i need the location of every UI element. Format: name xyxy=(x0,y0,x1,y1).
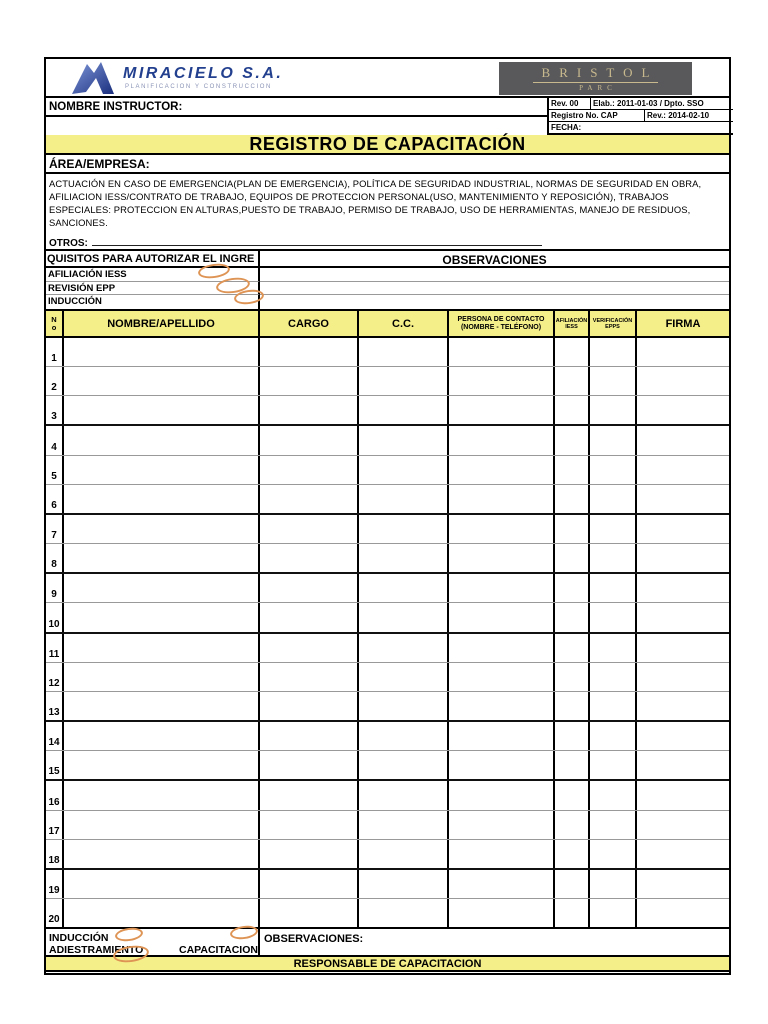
blank-cell-nombre xyxy=(64,722,260,750)
blank-cell-contacto xyxy=(449,751,555,779)
blank-cell-cc xyxy=(359,544,449,572)
area-empresa-label: ÁREA/EMPRESA: xyxy=(46,155,729,174)
blank-cell-contacto xyxy=(449,426,555,454)
table-row xyxy=(46,870,729,899)
blank-cell-firma xyxy=(637,811,729,839)
table-row xyxy=(46,751,729,781)
blank-cell-firma xyxy=(637,870,729,898)
blank-cell-contacto xyxy=(449,367,555,395)
table-row xyxy=(46,811,729,840)
header-no-line1: N xyxy=(51,314,57,324)
blank-cell-cc xyxy=(359,367,449,395)
blank-cell-cargo xyxy=(260,603,359,631)
blank-cell-contacto xyxy=(449,899,555,927)
table-row xyxy=(46,485,729,515)
instructor-label: NOMBRE INSTRUCTOR: xyxy=(46,98,547,117)
blank-cell-cc xyxy=(359,515,449,543)
blank-cell-verif xyxy=(590,811,637,839)
instructor-revision-section xyxy=(46,98,729,135)
blank-cell-firma xyxy=(637,781,729,809)
brand-subtitle: PARC xyxy=(579,84,617,92)
blank-cell-nombre xyxy=(64,899,260,927)
blank-cell-nombre xyxy=(64,338,260,366)
header-cc: C.C. xyxy=(359,311,449,336)
form-title: REGISTRO DE CAPACITACIÓN xyxy=(46,135,729,155)
blank-cell-nombre xyxy=(64,840,260,868)
blank-cell-cc xyxy=(359,574,449,602)
blank-cell-contacto xyxy=(449,722,555,750)
row-number-cell: 11 xyxy=(46,634,64,662)
blank-cell-afil xyxy=(555,426,590,454)
blank-cell-cargo xyxy=(260,781,359,809)
blank-cell-firma xyxy=(637,367,729,395)
blank-cell-contacto xyxy=(449,811,555,839)
row-number-cell: 15 xyxy=(46,751,64,779)
blank-cell-contacto xyxy=(449,544,555,572)
table-row xyxy=(46,338,729,367)
blank-cell-afil xyxy=(555,722,590,750)
blank-cell-cargo xyxy=(260,722,359,750)
blank-cell-contacto xyxy=(449,515,555,543)
footer-training-types xyxy=(46,929,260,955)
blank-cell-cargo xyxy=(260,692,359,720)
blank-cell-nombre xyxy=(64,515,260,543)
blank-cell-afil xyxy=(555,515,590,543)
row-number-cell: 12 xyxy=(46,663,64,691)
blank-cell-verif xyxy=(590,663,637,691)
blank-cell-nombre xyxy=(64,751,260,779)
blank-cell-afil xyxy=(555,899,590,927)
blank-cell-contacto xyxy=(449,485,555,513)
requisito-induccion: INDUCCIÓN xyxy=(46,295,260,309)
brand-name: BRISTOL xyxy=(533,65,659,83)
row-number-cell: 18 xyxy=(46,840,64,868)
blank-cell-cc xyxy=(359,722,449,750)
blank-cell-nombre xyxy=(64,485,260,513)
registro-number: Registro No. CAP xyxy=(549,110,645,121)
blank-cell-firma xyxy=(637,722,729,750)
capacitacion-label: CAPACITACION xyxy=(179,944,258,956)
attendance-table-body xyxy=(46,338,729,927)
blank-cell-cc xyxy=(359,692,449,720)
header-no xyxy=(46,311,64,336)
blank-cell-firma xyxy=(637,603,729,631)
table-row xyxy=(46,515,729,544)
blank-cell-cc xyxy=(359,663,449,691)
requisitos-section xyxy=(46,251,729,309)
blank-cell-firma xyxy=(637,692,729,720)
requisitos-header: QUISITOS PARA AUTORIZAR EL INGRE xyxy=(46,251,260,268)
blank-cell-cargo xyxy=(260,574,359,602)
blank-cell-verif xyxy=(590,899,637,927)
blank-cell-verif xyxy=(590,722,637,750)
topics-paragraph: ACTUACIÓN EN CASO DE EMERGENCIA(PLAN DE EMERGENCIA), POLÍTICA DE SEGURIDAD INDUSTRIAL, NORMAS DE SEGURIDAD EN OBRA, AFILIACION IESS/CONTRATO DE TRABAJO, EQUIPOS DE PROTECCION PERSONAL(USO, MANTENIMIENTO Y REPOSICIÓN), TRABAJOS ESPECIALES: PROTECCION EN ALTURAS,PUESTO DE TRABAJO, PERMISO DE TRABAJO, USO DE HERRAMIENTAS, MANEJO DE RESIDUOS, SANCIONES. xyxy=(49,178,702,228)
rev-date: Rev.: 2014-02-10 xyxy=(647,111,710,120)
fecha-label: FECHA: xyxy=(551,123,582,132)
blank-cell-cc xyxy=(359,840,449,868)
blank-cell-firma xyxy=(637,396,729,424)
blank-cell-afil xyxy=(555,751,590,779)
blank-cell-afil xyxy=(555,338,590,366)
blank-cell-contacto xyxy=(449,574,555,602)
adiestramiento-label: ADIESTRAMIENTO xyxy=(49,944,144,956)
table-row xyxy=(46,663,729,692)
header-afiliacion-iess xyxy=(555,311,590,336)
row-number-cell: 20 xyxy=(46,899,64,927)
blank-cell-firma xyxy=(637,544,729,572)
row-number-cell: 3 xyxy=(46,396,64,424)
observaciones-header: OBSERVACIONES xyxy=(260,251,729,268)
elab-date: Elab.: 2011-01-03 / Dpto. SSO xyxy=(593,99,704,108)
blank-cell-verif xyxy=(590,544,637,572)
blank-cell-verif xyxy=(590,781,637,809)
blank-cell-firma xyxy=(637,485,729,513)
header-contacto-line2: (NOMBRE - TELÉFONO) xyxy=(460,323,542,331)
footer-observaciones-label: OBSERVACIONES: xyxy=(264,933,364,945)
row-number-cell: 13 xyxy=(46,692,64,720)
requisito-revision-epp: REVISIÓN EPP xyxy=(46,282,260,296)
revision-table xyxy=(547,98,733,135)
table-row xyxy=(46,899,729,927)
blank-cell-afil xyxy=(555,456,590,484)
blank-cell-verif xyxy=(590,692,637,720)
blank-cell-afil xyxy=(555,544,590,572)
row-number-cell: 17 xyxy=(46,811,64,839)
blank-cell-cargo xyxy=(260,840,359,868)
blank-cell-firma xyxy=(637,456,729,484)
company-subtitle: PLANIFICACION Y CONSTRUCCION xyxy=(125,84,272,90)
blank-cell-cc xyxy=(359,456,449,484)
revision-row xyxy=(549,98,733,110)
responsable-band: RESPONSABLE DE CAPACITACION xyxy=(46,955,729,972)
blank-cell-cc xyxy=(359,634,449,662)
blank-cell-nombre xyxy=(64,781,260,809)
blank-cell-nombre xyxy=(64,456,260,484)
blank-cell-firma xyxy=(637,899,729,927)
blank-cell-nombre xyxy=(64,396,260,424)
blank-cell-afil xyxy=(555,396,590,424)
blank-cell-verif xyxy=(590,426,637,454)
table-row xyxy=(46,634,729,663)
table-row xyxy=(46,840,729,870)
blank-cell-verif xyxy=(590,574,637,602)
blank-cell-firma xyxy=(637,574,729,602)
blank-cell-contacto xyxy=(449,634,555,662)
blank-cell-cargo xyxy=(260,751,359,779)
row-number-cell: 10 xyxy=(46,603,64,631)
blank-cell-contacto xyxy=(449,338,555,366)
bristol-parc-logo xyxy=(499,62,692,95)
blank-cell-cc xyxy=(359,338,449,366)
blank-cell-cargo xyxy=(260,396,359,424)
header-contacto-line1: PERSONA DE CONTACTO xyxy=(457,315,545,323)
table-row xyxy=(46,367,729,396)
blank-cell-verif xyxy=(590,396,637,424)
row-number-cell: 7 xyxy=(46,515,64,543)
blank-cell-nombre xyxy=(64,367,260,395)
logo-header xyxy=(46,59,729,98)
row-number-cell: 5 xyxy=(46,456,64,484)
blank-cell-cargo xyxy=(260,811,359,839)
blank-cell-verif xyxy=(590,634,637,662)
company-logo-text xyxy=(123,65,283,90)
blank-cell-verif xyxy=(590,367,637,395)
table-row xyxy=(46,544,729,574)
blank-cell-afil xyxy=(555,634,590,662)
company-logo xyxy=(70,61,283,94)
blank-cell-verif xyxy=(590,751,637,779)
blank-cell-contacto xyxy=(449,692,555,720)
blank-cell-contacto xyxy=(449,840,555,868)
blank-cell-contacto xyxy=(449,870,555,898)
blank-cell-afil xyxy=(555,485,590,513)
blank-cell-cc xyxy=(359,751,449,779)
table-row xyxy=(46,456,729,485)
blank-cell-afil xyxy=(555,692,590,720)
observaciones-blank-row xyxy=(260,282,729,296)
blank-cell-cargo xyxy=(260,456,359,484)
blank-cell-contacto xyxy=(449,456,555,484)
blank-cell-firma xyxy=(637,634,729,662)
table-row xyxy=(46,722,729,751)
blank-cell-nombre xyxy=(64,634,260,662)
blank-cell-afil xyxy=(555,781,590,809)
row-number-cell: 8 xyxy=(46,544,64,572)
header-afiliacion-line1: AFILIACIÓN xyxy=(555,317,588,324)
company-name: MIRACIELO S.A. xyxy=(123,65,284,82)
blank-cell-cargo xyxy=(260,899,359,927)
blank-cell-afil xyxy=(555,870,590,898)
blank-cell-nombre xyxy=(64,811,260,839)
blank-cell-cc xyxy=(359,603,449,631)
blank-cell-cc xyxy=(359,426,449,454)
blank-cell-cargo xyxy=(260,515,359,543)
table-row xyxy=(46,603,729,633)
blank-cell-cargo xyxy=(260,663,359,691)
table-row xyxy=(46,426,729,455)
header-verificacion-line1: VERIFICACIÓN xyxy=(592,317,633,324)
blank-cell-cc xyxy=(359,870,449,898)
blank-cell-cargo xyxy=(260,338,359,366)
blank-cell-nombre xyxy=(64,870,260,898)
blank-cell-firma xyxy=(637,338,729,366)
header-cargo: CARGO xyxy=(260,311,359,336)
blank-cell-contacto xyxy=(449,663,555,691)
blank-cell-afil xyxy=(555,840,590,868)
blank-cell-cargo xyxy=(260,870,359,898)
blank-cell-cargo xyxy=(260,367,359,395)
row-number-cell: 16 xyxy=(46,781,64,809)
blank-cell-nombre xyxy=(64,663,260,691)
row-number-cell: 2 xyxy=(46,367,64,395)
header-afiliacion-line2: IESS xyxy=(565,323,578,330)
header-no-line2: o xyxy=(51,322,57,332)
blank-cell-nombre xyxy=(64,426,260,454)
otros-label: OTROS: xyxy=(49,238,88,249)
blank-cell-cargo xyxy=(260,485,359,513)
blank-cell-cargo xyxy=(260,634,359,662)
table-row xyxy=(46,574,729,603)
header-verificacion-line2: EPPS xyxy=(605,323,620,330)
row-number-cell: 6 xyxy=(46,485,64,513)
blank-cell-verif xyxy=(590,485,637,513)
blank-cell-verif xyxy=(590,603,637,631)
blank-cell-verif xyxy=(590,456,637,484)
observaciones-blank-row xyxy=(260,295,729,309)
row-number-cell: 1 xyxy=(46,338,64,366)
blank-cell-afil xyxy=(555,811,590,839)
induccion-label: INDUCCIÓN xyxy=(49,932,109,944)
revision-row xyxy=(549,110,733,122)
attendance-table-header xyxy=(46,309,729,338)
revision-row xyxy=(549,122,733,135)
header-nombre-apellido: NOMBRE/APELLIDO xyxy=(64,311,260,336)
blank-cell-nombre xyxy=(64,544,260,572)
registro-capacitacion-form xyxy=(44,57,731,975)
header-firma: FIRMA xyxy=(665,317,701,330)
blank-cell-cc xyxy=(359,899,449,927)
otros-blank-line xyxy=(92,236,542,246)
observaciones-blank-row xyxy=(260,268,729,282)
blank-cell-firma xyxy=(637,426,729,454)
blank-cell-afil xyxy=(555,574,590,602)
blank-cell-afil xyxy=(555,663,590,691)
table-row xyxy=(46,781,729,810)
blank-cell-firma xyxy=(637,515,729,543)
blank-cell-verif xyxy=(590,870,637,898)
blank-cell-cargo xyxy=(260,426,359,454)
blank-cell-cc xyxy=(359,781,449,809)
blank-cell-contacto xyxy=(449,781,555,809)
blank-cell-verif xyxy=(590,515,637,543)
blank-cell-firma xyxy=(637,751,729,779)
row-number-cell: 14 xyxy=(46,722,64,750)
blank-cell-cargo xyxy=(260,544,359,572)
blank-cell-cc xyxy=(359,485,449,513)
header-verificacion-epps xyxy=(590,311,637,336)
table-row xyxy=(46,692,729,722)
blank-cell-firma xyxy=(637,663,729,691)
blank-cell-afil xyxy=(555,603,590,631)
blank-cell-cc xyxy=(359,396,449,424)
blank-cell-nombre xyxy=(64,692,260,720)
blank-cell-verif xyxy=(590,338,637,366)
table-row xyxy=(46,396,729,426)
blank-cell-contacto xyxy=(449,396,555,424)
blank-cell-verif xyxy=(590,840,637,868)
blank-cell-contacto xyxy=(449,603,555,631)
requisito-afiliacion-iess: AFILIACIÓN IESS xyxy=(46,268,260,282)
mountain-logo-icon xyxy=(70,61,116,94)
blank-cell-cc xyxy=(359,811,449,839)
rev-number: Rev. 00 xyxy=(549,98,591,109)
header-persona-contacto xyxy=(449,311,555,336)
row-number-cell: 4 xyxy=(46,426,64,454)
blank-cell-afil xyxy=(555,367,590,395)
blank-cell-firma xyxy=(637,840,729,868)
blank-cell-nombre xyxy=(64,574,260,602)
row-number-cell: 9 xyxy=(46,574,64,602)
blank-cell-nombre xyxy=(64,603,260,631)
otros-row xyxy=(46,235,729,251)
row-number-cell: 19 xyxy=(46,870,64,898)
